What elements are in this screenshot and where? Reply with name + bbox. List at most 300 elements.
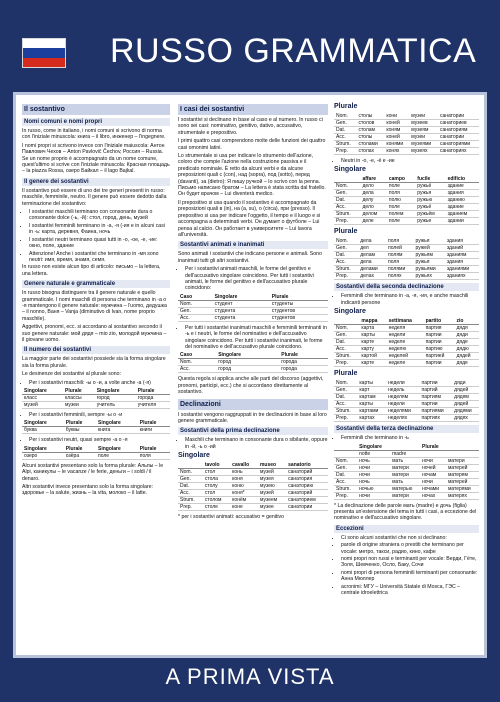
table-cell: поле [387,204,415,211]
page-title: RUSSO GRAMMATICA [110,32,477,70]
list-item: • parole di origine straniera o prestiti che terminano per vocale: метро, такси, радио, кино, кафе [341,542,479,555]
column-header: affare [360,176,386,183]
plural-table [22,420,170,434]
table-cell: дела [358,259,386,266]
table-cell: ружьё [415,204,445,211]
list-item: • Maschili che terminano in consonante dura o sibilante, oppure in -й, -ь o -ий [185,437,328,450]
table-cell: матерью [390,485,420,492]
table-cell: Strum. [334,211,360,218]
table-row [334,450,479,457]
column-3 [334,101,479,598]
table-cell: партии [424,360,455,367]
table-cell: Acc. [334,478,357,485]
table-cell: поля [387,190,415,197]
table-cell: студентов [270,307,328,314]
table-cell: карты [359,332,386,339]
table-cell: здания [445,259,479,266]
declension-table [178,462,328,511]
table-cell: недели [386,401,419,408]
table-cell: санаторий [286,490,328,497]
table-cell: буквы [64,427,96,434]
table-cell: зданию [446,197,479,204]
table-row [22,402,170,409]
table-row [334,197,479,204]
table-cell: коне [230,504,258,511]
table-cell: конь [230,469,258,476]
bullet-list [334,535,479,597]
table-cell: музею [258,483,286,490]
footer-label: A PRIMA VISTA [165,664,335,689]
column-header: Singolare [96,420,138,427]
table-row [334,325,479,332]
table-cell: неделям [386,394,419,401]
paragraph: I sostantivi vengono raggruppati in tre declinazioni in base al loro genere grammaticale. [178,411,327,424]
table-cell: Gen. [178,476,203,483]
subsection-heading: Sostantivi della prima declinazione [178,427,328,435]
table-cell: коня* [230,490,258,497]
table-cell: матерях [446,492,479,499]
table-cell: здание [446,204,479,211]
table-cell: конях [384,148,409,155]
table-cell: зданиям [445,252,479,259]
table-cell: музеи [409,113,438,120]
table-cell: ружей [414,245,445,252]
table-cell: стол [203,469,230,476]
table-cell: Nom. [178,469,203,476]
table-cell: конём [230,497,258,504]
section-heading: Declinazioni [178,399,328,410]
table-cell: полях [386,273,413,280]
table-cell: Strum. [334,408,357,415]
column-header: mappa [359,318,386,325]
table-row [334,259,479,266]
paragraph: I primi quattro casi comprendono molte delle funzioni dei quattro casi omonimi latini. [178,138,326,151]
table-caption: Plurale [334,103,358,110]
table-cell: санатории [438,113,479,120]
table-cell: ночами [420,485,446,492]
table-cell: Prep. [334,218,360,225]
paragraph: Il prepositivo si usa quando il sostantivo è accompagnato da preposizioni quali в (in), на (a, su), о (circa), при (presso). Il prepositivo si usa per indicare l'oggetto, il tempo e il luogo e si accompagna a determinati verbi. Он думает о футболе – Lui pensa al calcio. Он работает в университете – Lui lavora all'università. [178,199,321,238]
table-cell: карта [359,325,386,332]
table-cell: Gen. [334,245,358,252]
table-cell: полем [387,211,415,218]
table-cell: картах [357,415,386,422]
table-caption: Singolare [334,166,366,174]
table-row [178,366,328,373]
table-cell: матерей [446,464,479,471]
table-cell: карту [359,346,386,353]
column-header: museo [258,462,286,469]
table-cell: студенты [270,300,328,307]
table-row [334,245,479,252]
table-cell: столом [203,497,230,504]
table-row [178,497,328,504]
paragraph: Sono animati i sostantivi che indicano persone e animali. Sono inanimati tutti gli altri sostantivi. [178,251,322,264]
column-2 [178,101,328,523]
content-panel [13,92,487,658]
table-cell: матерям [446,471,479,478]
declension-table [334,318,479,367]
table-row [334,148,479,155]
table-cell: город [216,366,279,373]
subsection-heading: Sostantivi animati e inanimati [178,241,328,249]
table-cell: музеев [409,120,438,127]
column-header: partito [424,318,455,325]
table-cell: поля [138,452,170,459]
list-item: • Attenzione! Anche i sostantivi che terminano in -мя sono neutri: имя, время, знамя, семя. [29,251,170,264]
table-row [334,492,479,499]
column-header: Plurale [138,446,170,453]
column-header: Singolare [96,446,138,453]
header-bar [0,0,500,86]
column-header: Plurale [64,420,96,427]
table-cell: карте [359,360,386,367]
declension-table [334,444,479,500]
table-row [334,394,479,401]
paragraph: La maggior parte dei sostantivi possiede sia la forma singolare sia la forma plurale. [22,356,166,369]
table-cell: Prep. [334,492,357,499]
subsection-heading: Nomi comuni e nomi propri [22,118,170,126]
paragraph: Il sostantivo può essere di uno dei tre generi presenti in russo: maschile, femminile, neutro. Il genere può essere dedotto dalla terminazione del sostantivo: [22,187,167,207]
table-cell: столы [356,113,384,120]
table-cell: санаториям [438,127,479,134]
table-cell: карты [357,380,386,387]
table-cell: notte [357,450,390,457]
table-cell: Acc. [334,346,359,353]
table-cell: дядю [454,346,479,353]
table-cell: партии [424,339,455,346]
table-cell: Nom. [334,325,359,332]
table-cell: партиях [420,415,453,422]
table-cell: поля [386,238,413,245]
table-cell: дяди [452,380,479,387]
table-row [178,300,328,307]
section-heading: I casi dei sostantivi [178,104,328,115]
table-cell: партиям [420,394,453,401]
table-cell: коням [384,127,409,134]
table-row [334,408,479,415]
column-header: Caso [178,352,216,359]
table-cell: поля [386,259,413,266]
subsection-heading: Eccezioni [334,525,479,533]
table-row [22,427,170,434]
table-cell: Nom. [334,238,358,245]
table-row [334,183,479,190]
table-cell: матерей [446,478,479,485]
table-row [22,395,170,402]
table-row [334,218,479,225]
table-cell: матери [446,457,479,464]
table-cell: матери [390,492,420,499]
list-item: • I sostantivi maschili terminano con consonante dura o consonante dolce (-ь, -й): стол, город, день, музей [29,209,170,222]
table-cell: матери [390,471,420,478]
column-header: settimana [387,318,424,325]
table-cell [420,450,446,457]
column-header: Plurale [420,444,446,451]
table-cell: дядя [454,325,479,332]
table-row [178,359,328,366]
column-header: zio [454,318,479,325]
section-heading: Il sostantivo [22,104,170,115]
column-header: Plurale [138,420,170,427]
table-row [22,452,170,459]
table-cell: дяде [454,339,479,346]
table-row [178,307,328,314]
table-cell: дел [358,245,386,252]
table-cell: Prep. [178,504,203,511]
table-cell: учитель [95,402,136,409]
table-cell: Gen. [334,387,357,394]
table-cell: Dat. [334,339,359,346]
table-cell: озеро [22,452,64,459]
table-header-row [22,388,170,395]
subsection-heading: Il numero dei sostantivi [22,346,170,354]
table-row [334,339,479,346]
table-cell: книги [138,427,170,434]
case-table [178,294,328,322]
table-row [334,478,479,485]
column-header: Singolare [95,388,136,395]
table-cell: мать [390,457,420,464]
table-cell: Dat. [334,197,360,204]
table-cell: здания [445,238,479,245]
table-cell: ночи [420,457,446,464]
table-cell: ночь [357,478,390,485]
table-cell: город [95,395,136,402]
table-cell: ружьё [415,183,445,190]
list-item: • nomi propri non russi e terminanti per vocale: Верди, Гёте, Золя, Шевченко, Осло, Баку, Сочи [341,556,479,569]
table-cell: партия [424,325,455,332]
table-cell: ночь [357,457,390,464]
list-item: • acronimi: МГУ – Università Statale di Mosca, ГЭС – centrale idroelettrica [341,584,479,597]
table-cell: Strum. [334,485,357,492]
table-cell: Acc. [334,134,356,141]
table-cell: дядям [452,394,479,401]
table-cell: кони [384,113,409,120]
table-cell: ночах [420,492,446,499]
table-row [334,485,479,492]
table-cell: партии [420,380,453,387]
table-cell: полям [386,252,413,259]
table-cell: карты [357,401,386,408]
table-cell: картой [359,353,386,360]
table-cell: студентов [270,314,328,321]
table-row [334,190,479,197]
table-cell: Acc. [178,314,213,321]
table-row [334,457,479,464]
table-cell: санаторию [286,483,328,490]
table-row [334,415,479,422]
table-row [334,127,479,134]
table-cell: Nom. [334,380,357,387]
table-cell: картам [357,394,386,401]
column-header: Singolare [357,444,390,451]
table-cell: дядями [452,408,479,415]
table-cell: ночью [357,485,390,492]
column-header: Plurale [136,388,170,395]
table-cell: конями [384,141,409,148]
table-cell: Gen. [178,307,213,314]
table-cell: делах [358,273,386,280]
table-cell: дела [358,238,386,245]
list-item: • Per i sostantivi femminili, sempre -ы o -и [29,412,170,418]
paragraph: I sostantivi si declinano in base al caso e al numero. In russo ci sono sei casi: nominativo, genitivo, dativo, accusativo, strumentale e prepositivo. [178,117,323,136]
declension-table [334,113,479,155]
table-cell: зданий [445,245,479,252]
table-cell: карте [359,339,386,346]
table-cell: дядей [452,387,479,394]
table-cell: madre [390,450,420,457]
footnote: * per i sostantivi animati: accusativo = genitivo [178,514,284,521]
table-cell: музеи [409,134,438,141]
paragraph: Questa regola si applica anche alle parti del discorso (aggettivi, pronomi, participi, ecc.) che si accordano direttamente al sostantivo. [178,376,324,396]
table-cell: студента [213,307,270,314]
column-header: edificio [446,176,479,183]
column-header: Plurale [64,446,96,453]
table-cell: Acc. [178,366,216,373]
table-row [334,204,479,211]
table-row [334,211,479,218]
table-cell: учителя [136,402,170,409]
declension-table [334,238,479,280]
table-cell: коню [230,483,258,490]
table-row [334,471,479,478]
table-cell: коня [230,476,258,483]
table-caption: Plurale [334,370,358,378]
table-cell: ночам [420,471,446,478]
table-cell: картами [357,408,386,415]
table-cell: Nom. [178,300,213,307]
table-cell: музей [258,469,286,476]
table-cell: Prep. [334,273,358,280]
list-item: • Ci sono alcuni sostantivi che non si declinano: [341,535,479,541]
table-cell: ружья [415,190,445,197]
table-cell: музеям [409,127,438,134]
table-row [178,504,328,511]
table-row [334,252,479,259]
table-cell: санаториях [438,148,479,155]
table-cell: музеях [409,148,438,155]
subsection-heading: Sostantivi della terza declinazione [334,425,479,433]
table-cell: недель [386,387,419,394]
table-cell: Strum. [178,497,203,504]
declension-table [334,380,479,422]
table-cell: делам [358,252,386,259]
column-header: Plurale [279,352,328,359]
column-header: tavolo [203,462,230,469]
list-item: • Per i sostantivi neutri, quasi sempre -а o -я [29,437,170,443]
table-cell: Gen. [334,464,357,471]
table-row [334,353,479,360]
list-item: • Per tutti i sostantivi inanimati maschili e femminili terminanti in -ь e i neutri, le forme del nominativo e dell'accusativo singolare coincidono. Per tutti i sostantivi inanimati, le forme del nominativo e dell'accusativo plurale coincidono. [185,325,328,351]
table-cell: музеем [258,497,286,504]
table-cell: столе [203,504,230,511]
table-cell: мать [390,478,420,485]
table-cell: Strum. [334,141,356,148]
table-cell: Dat. [334,127,356,134]
table-cell: Prep. [334,415,357,422]
paragraph: Alcuni sostantivi presentano solo la forma plurale: Альпы – le Alpi, каникулы – le vacanze / le ferie, деньги – i soldi / il denaro. [22,462,164,482]
table-row [334,141,479,148]
table-cell: город [216,359,279,366]
table-cell: Dat. [334,252,358,259]
column-header: campo [387,176,415,183]
table-cell: дядях [452,415,479,422]
table-cell: Nom. [334,457,357,464]
table-cell: классы [63,395,95,402]
table-cell: ружьям [414,252,445,259]
table-cell: Prep. [334,360,359,367]
table-cell: партии [420,401,453,408]
paragraph: Altri sostantivi invece presentano solo la forma singolare: здоровье – la salute, жизнь – la vita, молоко – il latte. [22,484,153,497]
table-cell: Acc. [334,259,358,266]
list-item: • Femminili che terminano in -а, -я, -ия, e anche maschili indicanti persone [341,293,479,306]
table-cell: неделе [387,339,424,346]
table-row [178,469,328,476]
table-cell: Gen. [334,190,360,197]
table-cell: Dat. [334,394,357,401]
table-cell: буква [22,427,64,434]
table-row [334,346,479,353]
table-cell: ружье [415,218,445,225]
table-row [334,360,479,367]
russian-flag-icon [22,38,66,68]
table-cell: Nom. [334,183,360,190]
table-cell: неделях [386,415,419,422]
table-row [334,464,479,471]
table-cell: столы [356,134,384,141]
table-cell: ночей [420,464,446,471]
table-row [334,401,479,408]
paragraph: In russo bisogna distinguere tra il genere naturale e quello grammaticale. I nomi maschili di persona che terminano in -а o -я mantengono il genere naturale: мужчина – l'uomo, дедушка – il nonno, Ваня – Vanja (diminutivo di Ivan, nome proprio maschile). [22,290,167,322]
table-cell: недели [387,332,424,339]
table-cell: зданиями [445,266,479,273]
table-cell: матери [390,464,420,471]
table-cell: музеи [63,402,95,409]
table-cell: столов [356,120,384,127]
column-header: Plurale [270,294,328,301]
table-cell: ружьём [415,211,445,218]
table-cell: дело [360,183,386,190]
list-item: • Femminili che terminano in -ь [341,435,479,441]
table-cell: Prep. [334,148,356,155]
table-cell: зданием [446,211,479,218]
table-cell: делу [360,197,386,204]
list-item: • I sostantivi neutri terminano quasi tutti in -о, -ое, -е, -ие: окно, поле, здание [29,237,170,250]
table-cell: партий [420,387,453,394]
table-cell: стола [203,476,230,483]
table-cell: Acc. [334,204,360,211]
table-cell: музей [22,402,63,409]
table-cell: санаторием [286,497,328,504]
table-cell: озёра [64,452,96,459]
table-cell: Strum. [334,266,358,273]
table-caption: Plurale [334,228,358,236]
table-cell: санаториями [438,141,479,148]
table-cell: партии [424,332,455,339]
table-cell: Gen. [334,332,359,339]
table-cell: полями [386,266,413,273]
table-cell: ружья [414,259,445,266]
list-item: • nomi propri di persona femminili terminanti per consonante: Анна Мюллер [341,570,479,583]
paragraph: Aggettivi, pronomi, ecc. si accordano al sostantivo secondo il suo genere naturale: мой дядя – mio zio, молодой мужчина – il giovane uomo. [22,324,167,343]
table-cell: столу [203,483,230,490]
column-header: Plurale [63,388,95,395]
table-cell: делом [360,211,386,218]
table-cell: музеями [409,141,438,148]
subsection-heading: Il genere dei sostantivi [22,178,170,186]
table-cell: музей [258,490,286,497]
